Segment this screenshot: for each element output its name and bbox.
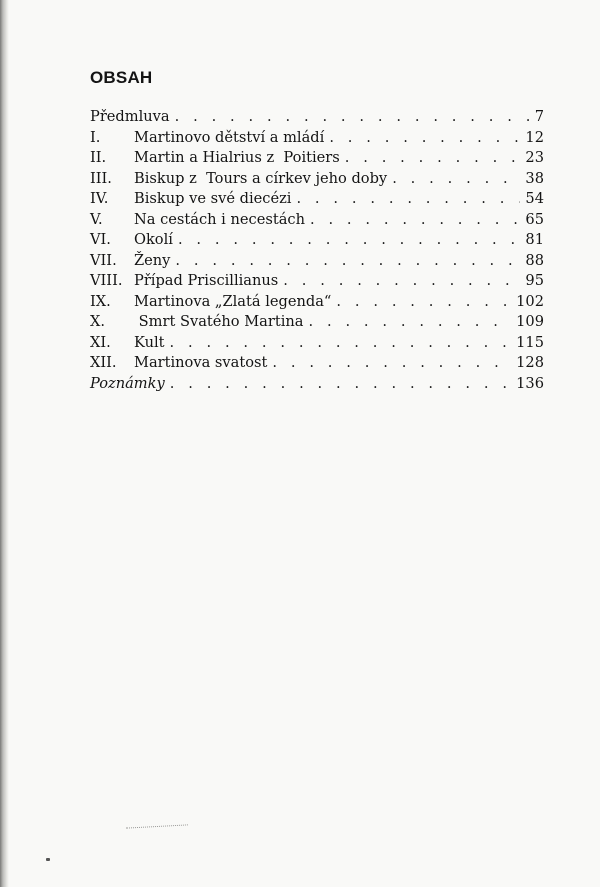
toc-entry-page-number: 7 [534, 108, 544, 125]
toc-entry-title: Martinova „Zlatá legenda“ [134, 292, 332, 310]
toc-entry-number: VII. [90, 251, 117, 269]
toc-entry-page-number: 65 [525, 210, 544, 228]
toc-entry [90, 107, 544, 128]
toc-entry [90, 312, 544, 333]
toc-entry-title: Případ Priscillianus [134, 272, 279, 289]
toc-dot-leader [336, 292, 511, 313]
toc-entry-title: Kult [134, 333, 165, 351]
toc-dot-leader [175, 251, 520, 272]
toc-entry-page-number: 38 [525, 169, 544, 187]
toc-entry-page-number: 95 [525, 272, 544, 289]
toc-entry [90, 148, 544, 169]
toc-entry-title: Okolí [134, 231, 173, 248]
toc-dot-leader [272, 353, 511, 374]
toc-entry-number: I. [90, 128, 101, 146]
toc-entry [90, 128, 544, 149]
toc-entry-page-number: 102 [516, 292, 544, 310]
toc-entry [90, 230, 544, 251]
toc-entry-page-number: 109 [516, 313, 544, 330]
toc-entry [90, 210, 544, 231]
toc-entry [90, 374, 544, 395]
scan-smudge [126, 824, 188, 830]
toc-entry-number: VIII. [90, 272, 123, 289]
toc-dot-leader [175, 107, 530, 128]
toc-entry-number: XII. [90, 354, 117, 371]
toc-entry [90, 292, 544, 313]
toc-dot-leader [392, 169, 520, 190]
toc-dot-leader [178, 230, 520, 251]
table-of-contents [90, 107, 544, 394]
toc-entry [90, 353, 544, 374]
toc-entry-number: II. [90, 149, 107, 166]
toc-entry-number: XI. [90, 333, 111, 351]
toc-entry-title: Martinovo dětství a mládí [134, 128, 325, 146]
toc-entry-number: V. [90, 210, 103, 228]
toc-entry [90, 271, 544, 292]
toc-dot-leader [170, 374, 511, 395]
scan-speck [46, 858, 50, 861]
toc-entry-title: Na cestách i necestách [134, 210, 305, 228]
page-heading: OBSAH [90, 68, 153, 87]
toc-entry-page-number: 81 [525, 231, 544, 248]
toc-dot-leader [345, 148, 521, 169]
toc-entry-title: Biskup z Tours a církev jeho doby [134, 169, 388, 187]
toc-entry-page-number: 54 [525, 190, 544, 207]
toc-entry-number: VI. [90, 231, 111, 248]
toc-entry-title: Martinova svatost [134, 354, 268, 371]
toc-entry-page-number: 88 [525, 251, 544, 269]
toc-entry [90, 251, 544, 272]
toc-entry-number: IV. [90, 190, 109, 207]
toc-entry-number: X. [90, 313, 106, 330]
toc-dot-leader [170, 333, 512, 354]
toc-entry-number: III. [90, 169, 112, 187]
toc-dot-leader [310, 210, 520, 231]
toc-entry-page-number: 115 [516, 333, 544, 351]
toc-dot-leader [329, 128, 520, 149]
toc-entry-title: Biskup ve své diecézi [134, 190, 292, 207]
toc-entry-title: Smrt Svatého Martina [134, 313, 304, 330]
toc-entry-page-number: 128 [516, 354, 544, 371]
toc-entry-page-number: 136 [516, 374, 544, 392]
toc-entry-title: Martin a Hialrius z Poitiers [134, 149, 340, 166]
toc-entry-number: IX. [90, 292, 111, 310]
toc-dot-leader [283, 271, 520, 292]
toc-entry-title: Ženy [134, 251, 171, 269]
toc-entry-page-number: 12 [525, 128, 544, 146]
toc-entry [90, 169, 544, 190]
toc-entry [90, 189, 544, 210]
toc-entry-title: Poznámky [90, 374, 165, 392]
toc-entry [90, 333, 544, 354]
toc-entry-title: Předmluva [90, 108, 170, 125]
toc-dot-leader [296, 189, 520, 210]
toc-dot-leader [308, 312, 511, 333]
scan-page-edge [0, 0, 9, 887]
toc-entry-page-number: 23 [525, 149, 544, 166]
